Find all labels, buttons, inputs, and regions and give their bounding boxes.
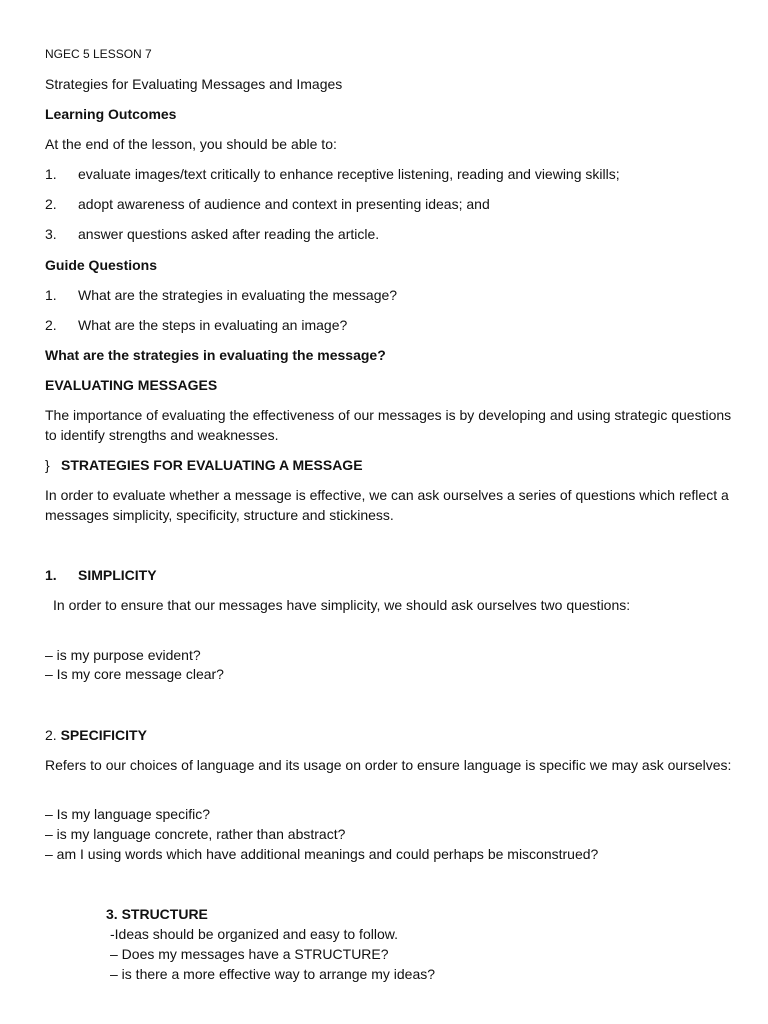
outcome-text: adopt awareness of audience and context in presenting ideas; and — [78, 196, 490, 212]
guide-text: What are the strategies in evaluating the message? — [78, 287, 398, 303]
structure-item: -Ideas should be organized and easy to follow. — [110, 926, 398, 942]
evaluating-paragraph-line: to identify strengths and weaknesses. — [45, 427, 279, 443]
specificity-question: – is my language concrete, rather than abstract? — [45, 826, 346, 842]
outcome-item — [45, 225, 379, 243]
strategies-paragraph-line: messages simplicity, specificity, structure and stickiness. — [45, 507, 394, 523]
guide-heading: Guide Questions — [45, 257, 158, 273]
lesson-title: Strategies for Evaluating Messages and Images — [45, 76, 343, 92]
simplicity-intro: In order to ensure that our messages have simplicity, we should ask ourselves two questions: — [53, 597, 631, 613]
outcomes-heading: Learning Outcomes — [45, 106, 177, 122]
specificity-heading: SPECIFICITY — [60, 727, 147, 743]
simplicity-number: 1. — [45, 567, 57, 583]
strategies-paragraph-line: In order to evaluate whether a message is effective, we can ask ourselves a series of questions which reflect a — [45, 487, 729, 503]
outcome-item — [45, 165, 620, 183]
outcome-item — [45, 195, 490, 213]
structure-item: – is there a more effective way to arrange my ideas? — [110, 966, 436, 982]
specificity-intro: Refers to our choices of language and its usage on order to ensure language is specific we may ask ourselves: — [45, 757, 732, 773]
question-heading: What are the strategies in evaluating the message? — [45, 347, 386, 363]
outcomes-intro: At the end of the lesson, you should be able to: — [45, 136, 337, 152]
simplicity-question: – is my purpose evident? — [45, 647, 201, 663]
evaluating-heading: EVALUATING MESSAGES — [45, 377, 218, 393]
simplicity-heading-line — [45, 566, 157, 584]
brace-bullet: } — [45, 457, 50, 473]
guide-number: 2. — [45, 317, 57, 333]
specificity-question: – am I using words which have additional meanings and could perhaps be misconstrued? — [45, 846, 599, 862]
guide-item — [45, 316, 347, 334]
structure-item: – Does my messages have a STRUCTURE? — [110, 946, 389, 962]
structure-heading: 3. STRUCTURE — [106, 906, 208, 922]
outcome-text: answer questions asked after reading the article. — [78, 226, 380, 242]
guide-number: 1. — [45, 287, 57, 303]
outcome-number: 2. — [45, 196, 57, 212]
guide-item — [45, 286, 397, 304]
specificity-number: 2. — [45, 727, 57, 743]
course-code: NGEC 5 LESSON 7 — [45, 47, 152, 61]
strategies-heading: STRATEGIES FOR EVALUATING A MESSAGE — [61, 457, 363, 473]
evaluating-paragraph-line: The importance of evaluating the effectiveness of our messages is by developing and using strategic questions — [45, 407, 732, 423]
outcome-text: evaluate images/text critically to enhance receptive listening, reading and viewing skills; — [78, 166, 620, 182]
guide-text: What are the steps in evaluating an image? — [78, 317, 348, 333]
simplicity-heading: SIMPLICITY — [78, 567, 157, 583]
simplicity-question: – Is my core message clear? — [45, 666, 224, 682]
outcome-number: 1. — [45, 166, 57, 182]
specificity-heading-line — [45, 726, 147, 744]
outcome-number: 3. — [45, 226, 57, 242]
strategies-heading-line — [45, 456, 363, 474]
specificity-question: – Is my language specific? — [45, 806, 210, 822]
